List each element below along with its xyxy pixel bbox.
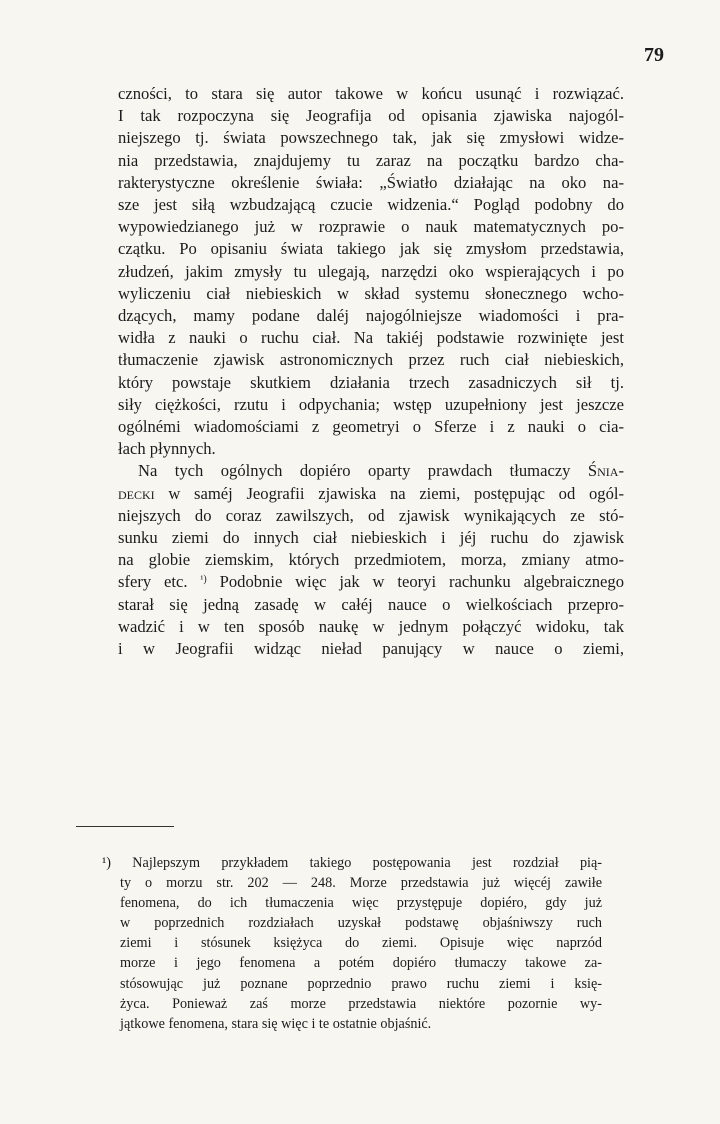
text-fragment: w saméj Jeografii zjawiska na ziemi, postępując od ogól- xyxy=(168,483,624,503)
text-line: starał się jedną zasadę w całéj nauce o wielkościach przepro- xyxy=(118,594,624,614)
text-line: dzących, mamy podane daléj najogólniejsze wiadomości i pra- xyxy=(118,306,624,326)
main-text xyxy=(118,83,624,660)
text-line: który powstaje skutkiem działania trzech zasadniczych sił tj. xyxy=(118,372,624,392)
author-name: decki xyxy=(118,483,155,503)
text-line: czności, to stara się autor takowe w końcu usunąć i rozwiązać. xyxy=(118,84,624,103)
footnote-ref: ¹) xyxy=(200,574,207,586)
footnote-line: ty o morzu str. 202 — 248. Morze przedstawia już więcéj zawiłe xyxy=(120,875,602,892)
text-line: sunku ziemi do innych ciał niebieskich i jéj ruchu do zjawisk xyxy=(118,528,624,548)
footnote-marker: ¹) xyxy=(102,855,111,871)
text-line: tłumaczenie zjawisk astronomicznych przez ruch ciał niebieskich, xyxy=(118,350,624,370)
footnote-divider xyxy=(76,826,174,827)
text-line: czątku. Po opisaniu świata takiego jak się zmysłom przedstawia, xyxy=(118,239,624,259)
footnote-line xyxy=(102,853,602,873)
text-line: niejszych do coraz zawilszych, od zjawisk wynikających ze stó- xyxy=(118,505,624,525)
footnote xyxy=(102,853,602,1034)
text-line: I tak rozpoczyna się Jeografija od opisania zjawiska najogól- xyxy=(118,106,624,126)
footnote-line: morze i jego fenomena a potém dopiéro tłumaczy takowe za- xyxy=(120,955,602,972)
text-fragment: Najlepszym przykładem takiego postępowania jest rozdział pią- xyxy=(132,855,602,871)
text-line: wadzić i w ten sposób naukę w jednym połączyć widoku, tak xyxy=(118,616,624,636)
footnote-line: jątkowe fenomena, stara się więc i te ostatnie objaśnić. xyxy=(120,1015,432,1032)
text-fragment: Podobnie więc jak w teoryi rachunku algebraicznego xyxy=(219,572,624,592)
footnote-line: ziemi i stósunek księżyca do ziemi. Opisuje więc naprzód xyxy=(120,935,602,952)
text-line: siły ciężkości, rzutu i odpychania; wstęp uzupełniony jest jeszcze xyxy=(118,394,624,414)
text-line: złudzeń, jakim zmysły tu ulegają, narzędzi oko wspierających i po xyxy=(118,261,624,281)
footnote-line: fenomena, do ich tłumaczenia więc przystępuje dopiéro, gdy już xyxy=(120,895,602,912)
text-fragment: sfery etc. xyxy=(118,572,188,592)
text-line: niejszego tj. świata powszechnego tak, jak się zmysłowi widze- xyxy=(118,128,624,148)
text-line: rakterystyczne określenie świała: „Światło działając na oko na- xyxy=(118,172,624,192)
text-line: na globie ziemskim, których przedmiotem, morza, zmiany atmo- xyxy=(118,550,624,570)
text-line: i w Jeografii widząc nieład panujący w nauce o ziemi, xyxy=(118,639,624,659)
text-line: łach płynnych. xyxy=(118,439,216,459)
author-name: Śnia- xyxy=(587,461,624,481)
text-line: wypowiedzianego już w rozprawie o nauk matematycznych po- xyxy=(118,217,624,237)
text-line xyxy=(118,483,624,505)
text-line: nia przedstawia, znajdujemy tu zaraz na początku bardzo cha- xyxy=(118,150,624,170)
text-line xyxy=(118,571,624,593)
footnote-line: w poprzednich rozdziałach uzyskał podstawę objaśniwszy ruch xyxy=(120,915,602,932)
text-line xyxy=(118,460,624,482)
text-line: wyliczeniu ciał niebieskich w skład systemu słonecznego wcho- xyxy=(118,283,624,303)
text-fragment: Na tych ogólnych dopiéro oparty prawdach tłumaczy xyxy=(138,461,571,481)
text-line: widła z nauki o ruchu ciał. Na takiéj podstawie rozwinięte jest xyxy=(118,328,624,348)
text-line: sze jest siłą wzbudzającą czucie widzenia.“ Pogląd podobny do xyxy=(118,195,624,215)
page-number: 79 xyxy=(644,44,664,66)
footnote-line: stósowując już poznane poprzednio prawo ruchu ziemi i księ- xyxy=(120,975,602,992)
text-line: ogólnémi wiadomościami z geometryi o Sferze i z nauki o cia- xyxy=(118,417,624,437)
footnote-line: życa. Ponieważ zaś morze przedstawia niektóre pozornie wy- xyxy=(120,995,602,1012)
